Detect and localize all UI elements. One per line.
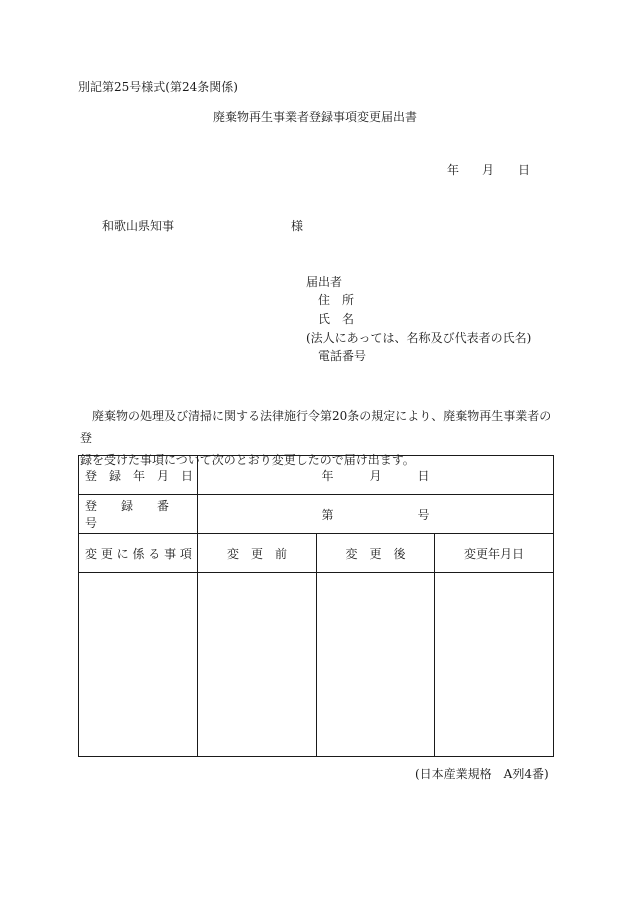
applicant-name-note: (法人にあっては、名称及び代表者の氏名) — [306, 331, 532, 345]
col-header-change-date: 変更年月日 — [435, 534, 554, 573]
changed-item-cell[interactable] — [79, 573, 198, 757]
date-year-label: 年 — [447, 163, 460, 177]
registration-date-label: 登 録 年 月 日 — [79, 456, 198, 495]
addressee-name: 和歌山県知事 — [102, 219, 175, 233]
addressee-honorific: 様 — [291, 219, 304, 233]
registration-number-row — [79, 495, 554, 534]
registration-number-field[interactable]: 第 号 — [198, 495, 554, 534]
column-header-row — [79, 534, 554, 573]
paper-size-note: (日本産業規格 A列4番) — [415, 767, 549, 781]
col-header-changed-item: 変 更 に 係 る 事 項 — [79, 534, 198, 573]
before-cell[interactable] — [198, 573, 317, 757]
statement-line-1: 廃棄物の処理及び清掃に関する法律施行令第20条の規定により、廃棄物再生事業者の登 — [80, 409, 552, 445]
registration-date-field[interactable]: 年 月 日 — [198, 456, 554, 495]
applicant-heading: 届出者 — [306, 275, 343, 289]
entry-row — [79, 573, 554, 757]
col-header-after: 変 更 後 — [317, 534, 435, 573]
statement-line-2: 録を受けた事項について次のとおり変更したので届け出ます。 — [80, 453, 415, 467]
registration-number-label: 登 録 番 号 — [79, 495, 198, 534]
registration-date-row — [79, 456, 554, 495]
document-title: 廃棄物再生事業者登録事項変更届出書 — [212, 110, 417, 124]
change-date-cell[interactable] — [435, 573, 554, 757]
form-number-label: 別記第25号様式(第24条関係) — [78, 80, 238, 94]
col-header-before: 変 更 前 — [198, 534, 317, 573]
date-day-label: 日 — [518, 163, 531, 177]
applicant-name-label: 氏 名 — [318, 312, 355, 326]
applicant-address-label: 住 所 — [318, 293, 355, 307]
change-details-table — [78, 455, 554, 757]
after-cell[interactable] — [317, 573, 435, 757]
date-month-label: 月 — [482, 163, 495, 177]
applicant-phone-label: 電話番号 — [318, 349, 367, 363]
